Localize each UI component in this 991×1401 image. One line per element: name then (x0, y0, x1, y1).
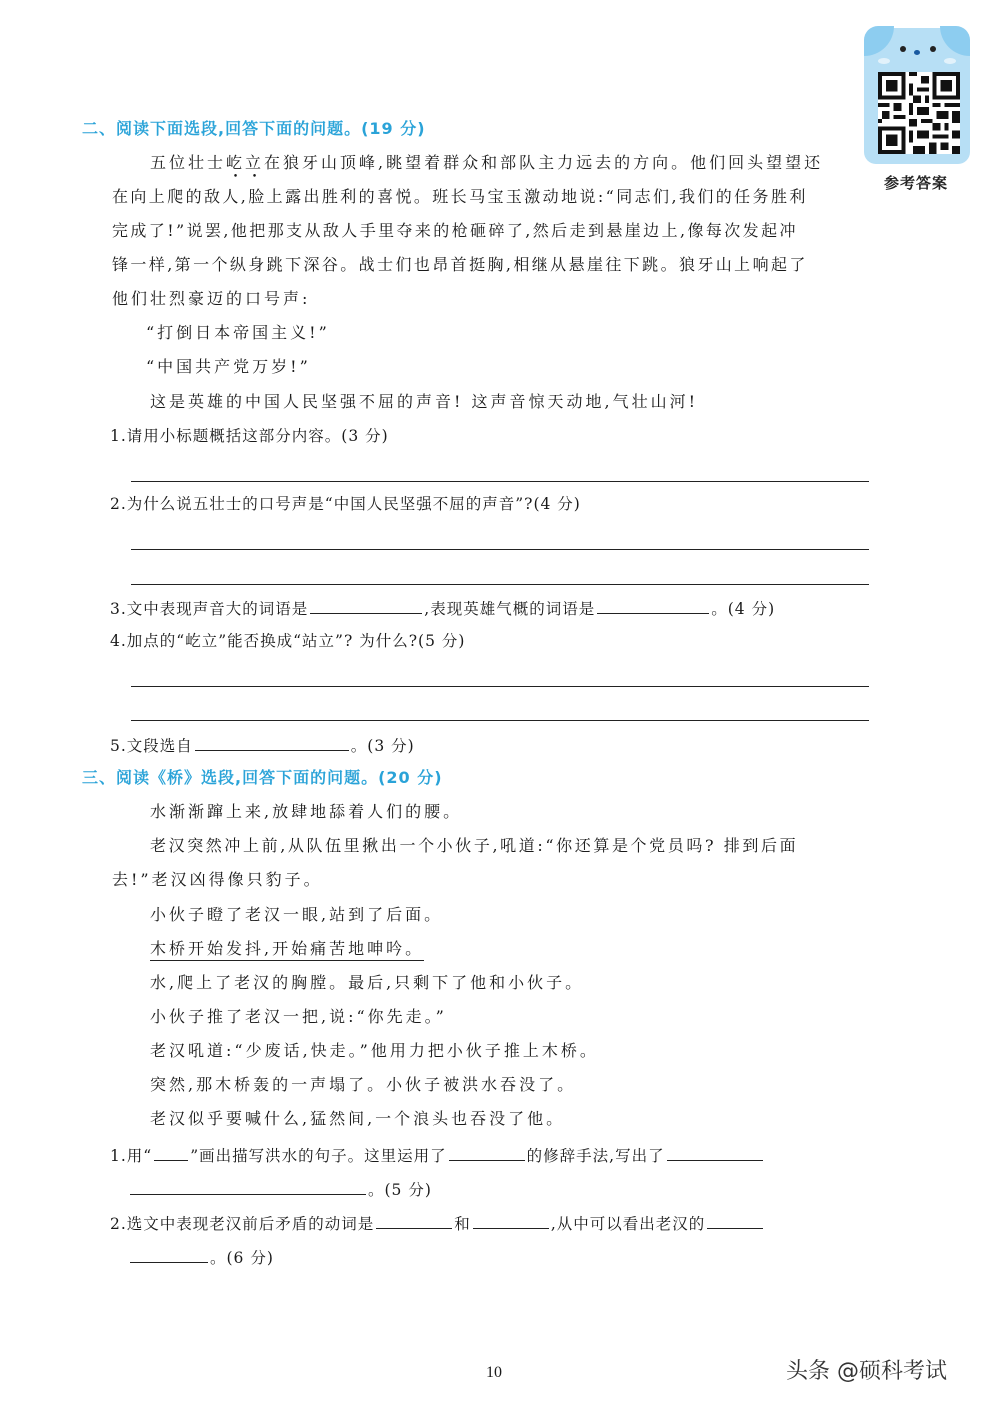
fill-blank[interactable] (449, 1144, 525, 1161)
text: 和 (454, 1215, 471, 1233)
qr-code-icon[interactable] (878, 72, 960, 154)
question-3-2-cont (128, 1246, 274, 1268)
text: 。(5 分) (368, 1181, 432, 1199)
passage-1-line-5: 他们壮烈豪迈的口号声: (112, 289, 311, 308)
question-2-5 (110, 734, 415, 756)
fill-blank[interactable] (376, 1212, 452, 1229)
passage-p4 (150, 939, 424, 959)
slogan-2: “中国共产党万岁!” (146, 357, 311, 376)
passage-p2-line-1: 老汉突然冲上前,从队伍里揪出一个小伙子,吼道:“你还算是个党员吗? 排到后面 (150, 836, 799, 855)
question-3-1 (110, 1144, 765, 1166)
fill-blank[interactable] (473, 1212, 549, 1229)
text: ”画出描写洪水的句子。这里运用了 (190, 1147, 447, 1165)
bear-cheek-left (878, 58, 890, 64)
text: ,表现英雄气概的词语是 (424, 600, 596, 618)
passage-1-line-2: 在向上爬的敌人,脸上露出胜利的喜悦。班长马宝玉激动地说:“同志们,我们的任务胜利 (112, 187, 808, 206)
text: 五位壮士 (150, 153, 227, 172)
text: 的修辞手法,写出了 (526, 1147, 665, 1165)
fill-blank[interactable] (130, 1246, 208, 1263)
text: 1.用“ (110, 1147, 153, 1165)
underlined-sentence: 木桥开始发抖,开始痛苦地呻吟。 (150, 939, 424, 961)
answer-line[interactable] (131, 686, 869, 687)
passage-p7: 老汉吼道:“少废话,快走。”他用力把小伙子推上木桥。 (150, 1041, 599, 1060)
text: 。(3 分) (350, 737, 415, 755)
bear-nose (914, 50, 920, 55)
text: 。(6 分) (210, 1249, 274, 1267)
fill-blank[interactable] (130, 1178, 366, 1195)
passage-p2-line-2: 去!”老汉凶得像只豹子。 (112, 870, 323, 889)
question-2-2: 2.为什么说五壮士的口号声是“中国人民坚强不屈的声音”?(4 分) (110, 495, 581, 513)
answer-qr-block[interactable] (860, 28, 972, 196)
bear-cheek-right (944, 58, 956, 64)
fill-blank[interactable] (597, 597, 709, 614)
answer-line[interactable] (131, 549, 869, 550)
fill-blank[interactable] (310, 597, 422, 614)
passage-p3: 小伙子瞪了老汉一眼,站到了后面。 (150, 905, 444, 924)
dotted-char: 立 (245, 153, 265, 172)
question-3-2 (110, 1212, 765, 1234)
dotted-char: 屹 (226, 153, 246, 172)
fill-blank[interactable] (195, 734, 349, 751)
section-2-heading: 二、阅读下面选段,回答下面的问题。(19 分) (82, 119, 426, 138)
text: ,从中可以看出老汉的 (550, 1215, 706, 1233)
passage-p1: 水渐渐蹿上来,放肆地舔着人们的腰。 (150, 802, 463, 821)
passage-1-line-3: 完成了!”说罢,他把那支从敌人手里夺来的枪砸碎了,然后走到悬崖边上,像每次发起冲 (112, 221, 798, 240)
passage-closing: 这是英雄的中国人民坚强不屈的声音! 这声音惊天动地,气壮山河! (150, 392, 699, 411)
answer-line[interactable] (131, 584, 869, 585)
text: 2.选文中表现老汉前后矛盾的动词是 (110, 1215, 375, 1233)
text: 在狼牙山顶峰,眺望着群众和部队主力远去的方向。他们回头望望还 (264, 153, 824, 172)
fill-blank[interactable] (667, 1144, 763, 1161)
passage-p6: 小伙子推了老汉一把,说:“你先走。” (150, 1007, 447, 1026)
bear-eye-right (930, 46, 936, 52)
text: 。(4 分) (711, 600, 776, 618)
passage-p9: 老汉似乎要喊什么,猛然间,一个浪头也吞没了他。 (150, 1109, 566, 1128)
question-2-4: 4.加点的“屹立”能否换成“站立”? 为什么?(5 分) (110, 632, 466, 650)
fill-blank[interactable] (707, 1212, 763, 1229)
answer-label: 参考答案 (883, 174, 948, 192)
answer-line[interactable] (131, 481, 869, 482)
bear-frame (864, 28, 970, 164)
answer-line[interactable] (131, 720, 869, 721)
passage-1-line-4: 锋一样,第一个纵身跳下深谷。战士们也昂首挺胸,相继从悬崖往下跳。狼牙山上响起了 (112, 255, 808, 274)
watermark: 头条 @硕科考试 (786, 1359, 947, 1384)
section-3-heading: 三、阅读《桥》选段,回答下面的问题。(20 分) (82, 768, 443, 787)
bear-ear-left (864, 26, 894, 56)
question-3-1-cont (128, 1178, 432, 1200)
passage-p8: 突然,那木桥轰的一声塌了。小伙子被洪水吞没了。 (150, 1075, 577, 1094)
question-2-1: 1.请用小标题概括这部分内容。(3 分) (110, 427, 389, 445)
text: 3.文中表现声音大的词语是 (110, 600, 309, 618)
passage-p5: 水,爬上了老汉的胸膛。最后,只剩下了他和小伙子。 (150, 973, 585, 992)
slogan-1: “打倒日本帝国主义!” (146, 323, 330, 342)
bear-eye-left (900, 46, 906, 52)
question-2-3 (110, 597, 775, 619)
bear-ear-right (940, 26, 970, 56)
text: 5.文段选自 (110, 737, 193, 755)
page-number: 10 (486, 1364, 502, 1381)
passage-1-line-1 (150, 153, 823, 173)
fill-blank[interactable] (154, 1144, 188, 1161)
